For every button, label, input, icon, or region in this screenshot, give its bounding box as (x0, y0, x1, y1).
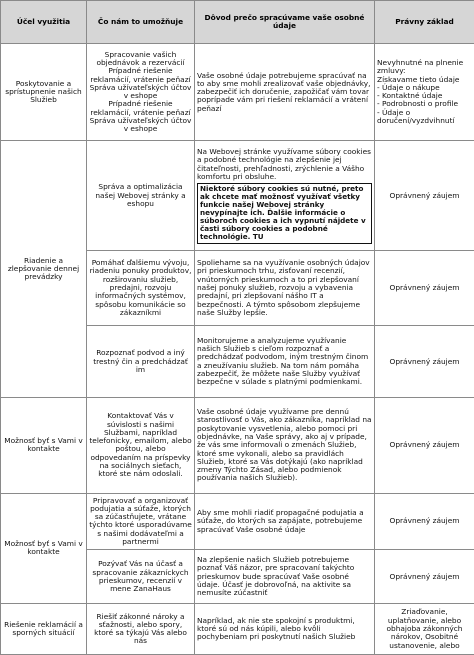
header-purpose: Účel využitia (1, 1, 87, 44)
table-row (1, 398, 474, 493)
legal-basis-cell: Oprávnený záujem (375, 251, 474, 326)
reason-cell: Vaše osobné údaje potrebujeme spracúvať na to aby sme mohli zrealizovať vaše objednávky, zabezpečiť ich doručenie, zapožičať vám tovar poprípade vám pri riešení reklamácií a vrátení peňazí (195, 44, 375, 141)
legal-line: Nevyhnutné na plnenie zmluvy: (377, 58, 464, 76)
purpose-cell: Možnosť byť s Vami v kontakte (1, 493, 87, 604)
legal-basis-cell: Zriaďovanie, uplatňovanie, alebo obhajoba zákonných nárokov, Osobitné ustanovenie, alebo (375, 604, 474, 655)
reason-cell: Monitorujeme a analyzujeme využívanie našich Služieb s cieľom rozpoznať a predchádzať podvodom, iným trestným činom a zneužívaniu služieb. Na tom nám pomáha zabezpečiť, že môžete naše Služby využívať bezpečne v súlade s platnými podmienkami. (195, 326, 375, 398)
enables-cell: Kontaktovať Vás v súvislosti s našimi Službami, napríklad telefonicky, emailom, alebo poštou, alebo odpovedaním na príspevky na sociálnych sieťach, ktoré ste nám odoslali. (87, 398, 195, 493)
enables-line: Prípadné riešenie reklamácií, vrátenie peňazí (90, 66, 191, 84)
enables-line: Správa užívateľských účtov v eshope (89, 116, 192, 134)
table-row (1, 493, 474, 550)
reason-cell: Napríklad, ak nie ste spokojní s produktmi, ktoré sú od nás kúpili, alebo kvôli pochybeniam pri poskytnutí našich Služieb (195, 604, 375, 655)
enables-cell: Správa a optimalizácia našej Webovej stránky a eshopu (87, 141, 195, 251)
header-row (1, 1, 474, 44)
legal-basis-cell: Oprávnený záujem (375, 326, 474, 398)
reason-cell: Spoliehame sa na využívanie osobných údajov pri prieskumoch trhu, zisťovaní recenzií, vnútorných prieskumoch a to pri zlepšovaní našej ponuky služieb, rozvoju a vybavenia predajní, pri zlepšovaní nášho IT a bezpečnosti. A týmto spôsobom zlepšujeme naše Služby lepšie. (195, 251, 375, 326)
header-reason: Dôvod prečo spracúvame vaše osobné údaje (195, 1, 375, 44)
enables-cell: Pripravovať a organizovať podujatia a súťaže, ktorých sa zúčastňujete, vrátane týchto ktoré usporadúvame s našimi dodávateľmi a partnermi (87, 493, 195, 550)
table-row (1, 604, 474, 655)
purpose-cell: Možnosť byť s Vami v kontakte (1, 398, 87, 493)
purpose-cell: Riadenie a zlepšovanie dennej prevádzky (1, 141, 87, 398)
reason-cell: Vaše osobné údaje využívame pre dennú starostlivosť o Vás, ako zákazníka, napríklad na poskytovanie vysvetlenia, alebo pomoci pri objednávke, na Vaše správy, ako aj v prípade, že vás sme informovali o zmenách Služieb, ktoré sme vykonali, alebo sa pravidlách Služieb, ktoré sa Vás dotýkajú (ako napríklad zmeny Týchto Zásad, alebo podmienok používania našich Služieb). (195, 398, 375, 493)
header-enables: Čo nám to umožňuje (87, 1, 195, 44)
reason-cell: Aby sme mohli riadiť propagačné podujatia a súťaže, do ktorých sa zapájate, potrebujeme spracúvať Vaše osobné údaje (195, 493, 375, 550)
header-legal-basis: Právny základ (375, 1, 474, 44)
legal-basis-cell: Oprávnený záujem (375, 493, 474, 550)
cookies-note: Niektoré súbory cookies sú nutné, preto ak chcete mať možnosť využívať všetky funkcie našej Webovej stránky nevypínajte ich. Ďalšie informácie o súboroch cookies a ich vypnutí nájdete v časti súbory cookies a podobné technológie. TU (197, 183, 372, 243)
enables-cell (87, 44, 195, 141)
legal-line: Získavame tieto údaje (377, 74, 460, 84)
enables-line: Spracovanie vašich objednávok a rezervácií (96, 49, 185, 68)
enables-cell: Pozývať Vás na účasť a spracovanie zákazníckych prieskumov, recenzií v mene ZanaHaus (87, 550, 195, 604)
reason-cell (195, 141, 375, 251)
table-row (1, 44, 474, 141)
enables-line: Správa užívateľských účtov v eshope (89, 82, 192, 101)
reason-cell: Na zlepšenie našich Služieb potrebujeme poznať Váš názor, pre spracovaní takýchto prieskumov bude spracúvať Vaše osobné údaje. Účasť je dobrovoľná, na aktivite sa nemusíte zúčastniť (195, 550, 375, 604)
legal-basis-cell: Oprávnený záujem (375, 398, 474, 493)
enables-line: Prípadné riešenie reklamácií, vrátenie peňazí (90, 99, 191, 117)
legal-line: - Údaje o doručení/vyzdvihnutí (377, 107, 455, 126)
legal-basis-cell: Oprávnený záujem (375, 141, 474, 251)
enables-cell: Pomáhať ďalšiemu vývoju, riadeniu ponuky produktov, rozširovaniu služieb, predajni, rozvoju informačných systémov, spôsobu komunikácie so zákazníkmi (87, 251, 195, 326)
enables-cell: Riešiť zákonné nároky a sťažnosti, alebo spory, ktoré sa týkajú Vás alebo nás (87, 604, 195, 655)
reason-text: Na Webovej stránke využívame súbory cookies a podobné technológie na zlepšenie jej čitateľnosti, prehľadnosti, zrýchlenie a Vášho komfortu pri obsluhe. (197, 146, 371, 181)
legal-line: - Podrobnosti o profile (377, 99, 459, 109)
purpose-cell: Poskytovanie a sprístupnenie našich Služieb (1, 44, 87, 141)
purpose-cell: Riešenie reklamácií a sporných situácií (1, 604, 87, 655)
enables-cell: Rozpoznať podvod a iný trestný čin a predchádzať im (87, 326, 195, 398)
legal-line: - Kontaktné údaje (377, 91, 443, 101)
table-row (1, 141, 474, 251)
legal-basis-cell (375, 44, 474, 141)
legal-line: - Údaje o nákupe (377, 82, 440, 92)
legal-basis-cell: Oprávnený záujem (375, 550, 474, 604)
